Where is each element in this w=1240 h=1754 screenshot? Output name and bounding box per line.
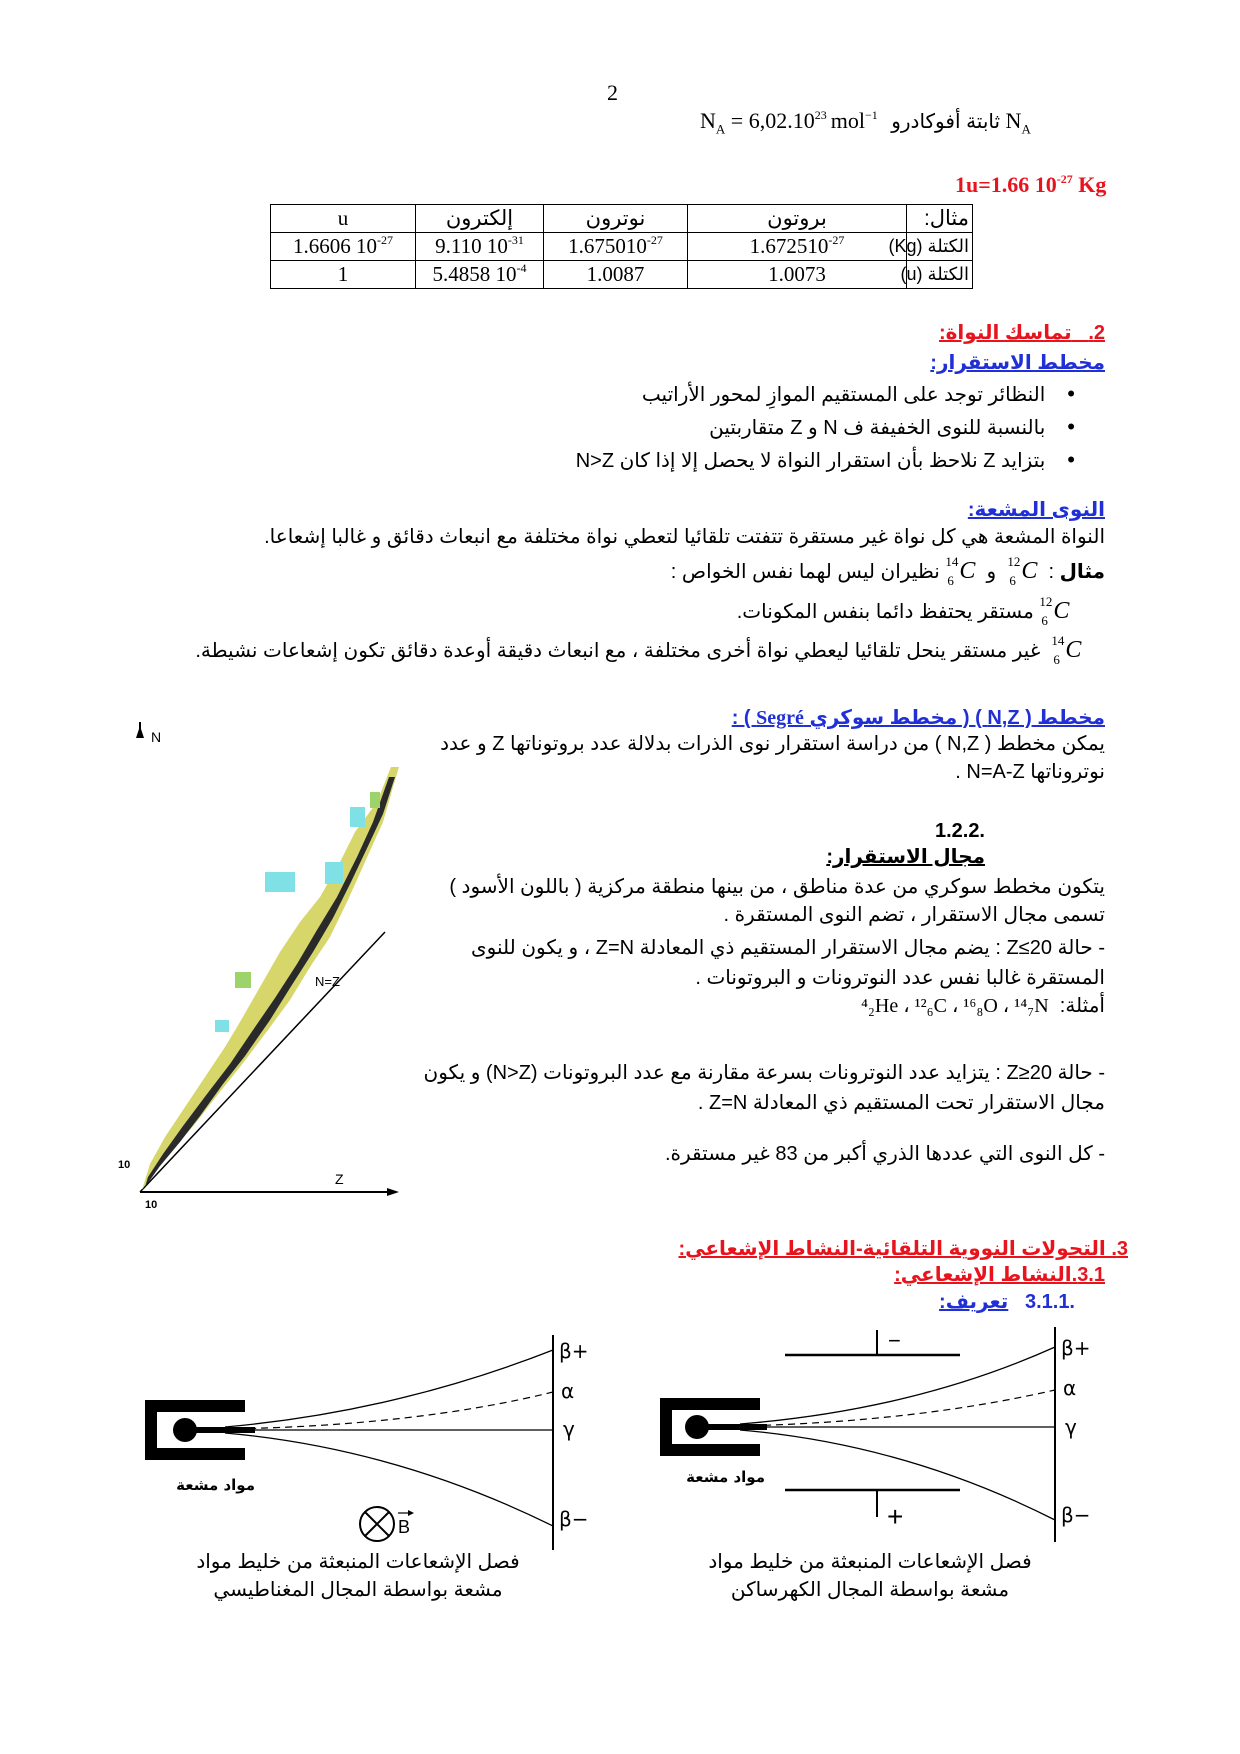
beta-plus-label: β+: [559, 1339, 589, 1363]
heavy-nuclei-note: - كل النوى التي عددها الذري أكبر من 83 غير مستقرة.: [664, 1143, 1105, 1165]
source-label: مواد مشعة: [176, 1476, 255, 1494]
table-row-label: الكتلة (Kg): [907, 233, 973, 261]
list-item: •بتزايد Z نلاحظ بأن استقرار النواة لا يحصل إلا إذا كان N>Z: [575, 447, 1075, 472]
alpha-label: α: [1063, 1376, 1077, 1400]
axis-label-n: N: [151, 729, 162, 745]
section-2-title: 2. تماسك النواة:: [938, 322, 1105, 344]
section-3-title: 3. التحولات النووية التلقائية-النشاط الإشعاعي:: [678, 1238, 1128, 1260]
page-number: 2: [607, 80, 618, 105]
segre-chart: [115, 722, 405, 1212]
nuclide-examples: أمثلة: ⁴₂He ، ¹²₆C ، ¹⁶₈O ، ¹⁴₇N: [860, 995, 1105, 1017]
segre-intro: يمكن مخطط ( N,Z ) من دراسة استقرار نوى الذرات بدلالة عدد بروتوناتها Z و عدد نوتروناتها N=A-Z .: [440, 733, 1105, 783]
electric-figure-caption: فصل الإشعاعات المنبعثة من خليط مواد مشعة بواسطة المجال الكهرساكن: [708, 1551, 1032, 1601]
carbon-12-symbol: 12 6 C: [1007, 554, 1038, 588]
tick-label-y: 10: [118, 1159, 131, 1171]
stability-band: [142, 767, 399, 1190]
beta-plus-label: β+: [1061, 1336, 1091, 1360]
list-item: •بالنسبة للنوى الخفيفة ف N و Z متقاربتين: [709, 414, 1075, 439]
electric-separation-figure: [655, 1322, 1125, 1552]
table-cell: $1.672510^{-27}$: [688, 233, 907, 261]
table-cell: 1: [271, 261, 416, 289]
list-item: •النظائر توجد على المستقيم الموازِ لمحور الأراتيب: [641, 381, 1075, 406]
plus-plate-sign: +: [887, 1501, 904, 1532]
radioactive-nuclei-title: النوى المشعة:: [967, 499, 1105, 521]
carbon-14-symbol: 14 6 C: [945, 554, 976, 588]
table-row: [271, 261, 973, 289]
carbon-14-description: 14 6 C غير مستقر ينحل تلقائيا ليعطي نواة أخرى مختلفة ، مع انبعاث دقيقة أوعدة دقائق تكون إشعاعات نشيطة.: [195, 633, 1082, 667]
source-label: مواد مشعة: [686, 1468, 765, 1486]
carbon-12-symbol: 12 6 C: [1039, 594, 1070, 628]
field-b-label: B: [398, 1517, 411, 1537]
table-cell: 5.4858 $10^{-4}$: [416, 261, 544, 289]
case-z-ge-20: - حالة Z≥20 : يتزايد عدد النوترونات بسرعة مقارنة مع عدد البروتونات (N>Z) و يكون مجال الاستقرار تحت المستقيم ذي المعادلة Z=N .: [423, 1062, 1105, 1114]
n-equals-z-line: [140, 932, 385, 1192]
stability-bullets: [175, 378, 1075, 477]
table-row: [271, 205, 973, 233]
section-3-1-1-title: 3.1.1. تعريف:: [939, 1291, 1075, 1313]
atomic-mass-unit: 1u=1.66 $10^{-27}$ Kg: [955, 172, 1107, 197]
avogadro-line: [700, 108, 1031, 137]
segre-diagram-title: مخطط ( N,Z ) ( مخطط سوكري Segré ) :: [731, 707, 1105, 729]
radioactive-example: مثال : 12 6 C و 14 6 C نظيران ليس لهما نفس الخواص :: [670, 554, 1105, 588]
table-row-label: الكتلة (u): [907, 261, 973, 289]
magnetic-separation-figure: [135, 1330, 615, 1560]
table-row: [271, 233, 973, 261]
gamma-label: γ: [1065, 1415, 1077, 1439]
line-label-nz: N=Z: [315, 974, 340, 989]
carbon-14-symbol: 14 6 C: [1051, 633, 1082, 667]
table-header-cell: نوترون: [544, 205, 688, 233]
stability-domain-text: يتكون مخطط سوكري من عدة مناطق ، من بينها منطقة مركزية ( باللون الأسود ) تسمى مجال الاستقرار ، تضم النوى المستقرة .: [449, 876, 1105, 926]
beta-minus-label: β−: [559, 1507, 589, 1531]
beta-minus-label: β−: [1061, 1503, 1091, 1527]
radioactive-definition: النواة المشعة هي كل نواة غير مستقرة تتفتت تلقائيا لتعطي نواة مختلفة مع انبعاث دقائق و غالبا إشعاعا.: [264, 526, 1105, 548]
avogadro-formula: $N_A = 6,02.10^{23}$ mol$^{-1}$: [700, 108, 878, 137]
stability-chart-title: مخطط الاستقرار:: [930, 352, 1105, 374]
table-cell: 1.0087: [544, 261, 688, 289]
minus-plate-sign: −: [888, 1328, 901, 1353]
avogadro-label: ثابتة أفوكادرو: [891, 111, 1001, 133]
table-cell: 9.110 $10^{-31}$: [416, 233, 544, 261]
table-header-cell: مثال:: [907, 205, 973, 233]
alpha-label: α: [561, 1379, 575, 1403]
axis-label-z: Z: [335, 1171, 344, 1187]
table-cell: 1.6606 $10^{-27}$: [271, 233, 416, 261]
table-cell: 1.0073: [688, 261, 907, 289]
tick-label-x: 10: [145, 1199, 158, 1211]
table-header-cell: إلكترون: [416, 205, 544, 233]
table-header-cell: بروتون: [688, 205, 907, 233]
stability-domain-title: 1.2.2. مجال الاستقرار:: [826, 820, 985, 868]
table-header-cell: u: [271, 205, 416, 233]
carbon-12-description: 12 6 C مستقر يحتفظ دائما بنفس المكونات.: [736, 594, 1070, 628]
particle-mass-table: [270, 204, 973, 289]
table-cell: $1.675010^{-27}$: [544, 233, 688, 261]
avogadro-symbol: $N_A$: [1005, 108, 1031, 137]
section-3-1-title: 3.1.النشاط الإشعاعي:: [894, 1264, 1105, 1286]
magnetic-figure-caption: فصل الإشعاعات المنبعثة من خليط مواد مشعة بواسطة المجال المغناطيسي: [196, 1551, 520, 1601]
case-z-le-20: - حالة Z≤20 : يضم مجال الاستقرار المستقيم ذي المعادلة Z=N ، و يكون للنوى المستقرة غالبا نفس عدد النوترونات و البروتونات .: [471, 937, 1105, 989]
gamma-label: γ: [563, 1417, 575, 1441]
